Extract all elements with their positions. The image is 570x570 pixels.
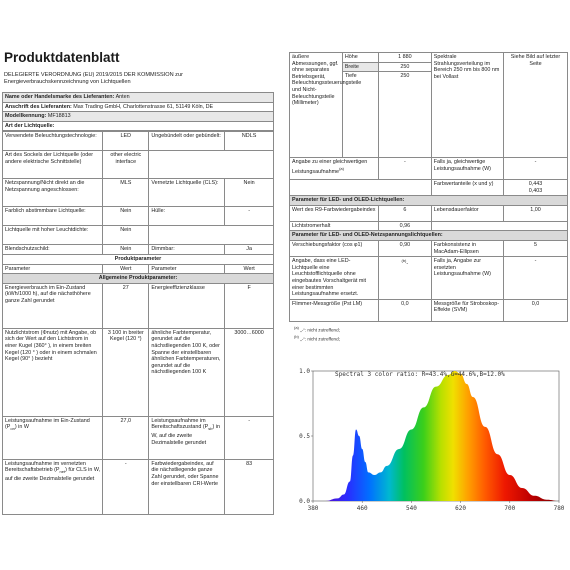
net-standby-sub: net: [59, 469, 66, 475]
r9-label: Wert des R9-Farbwiedergabeindex: [290, 205, 379, 221]
left-column: [2, 92, 274, 515]
footnotes: [294, 325, 340, 343]
cri-value: 83: [225, 459, 274, 514]
cri-label: Farbwiedergabeindex, auf die nächstliegende ganze Zahl gerundet, oder Spanne der einstellbaren CRI-Werte: [149, 459, 225, 514]
undirected-value: NDLS: [225, 132, 274, 151]
empty-cell: [431, 221, 567, 231]
tunable-label: Farblich abstimmbare Lichtquelle:: [3, 207, 103, 226]
width-value: 250: [378, 62, 431, 72]
equiv-w-value: -: [504, 158, 568, 180]
equiv-text: Angabe zu einer gleichwertigen Leistungsaufnahme: [292, 159, 368, 175]
y-tick-label: 0.5: [299, 433, 310, 440]
supplier-table: [2, 92, 274, 131]
page-title: Produktdatenblatt: [4, 50, 120, 65]
model-row: [3, 112, 274, 122]
spectrum-area: [313, 371, 559, 501]
spectrum-chart: [297, 363, 565, 515]
equiv-label: [290, 158, 379, 180]
net-standby-text: Leistungsaufnahme im vernetzten Bereitschaftsbetrieb (P: [5, 460, 86, 474]
svm-label: Messgröße für Stroboskop-Effekte (SVM): [431, 299, 503, 321]
net-standby-text-end: ) für CLS in W, auf die zweite Dezimalstelle gerundet: [5, 467, 101, 483]
chroma-y: 0,403: [528, 187, 543, 194]
spectral-label: Spektrale Strahlungsverteilung im Bereich 250 nm bis 800 nm bei Vollast: [431, 53, 503, 158]
claim-text: Angabe, dass eine LED-Lichtquelle eine Leuchtstofflichtquelle ohne eingebautes Vorschaltgerät mit einer bestimmten Leistungsaufnahme ersetzt.: [292, 258, 367, 298]
right-column: [289, 52, 568, 322]
general-params-header: Allgemeine Produktparameter:: [3, 274, 274, 284]
claim-value: [378, 257, 431, 300]
supplier-name-value: Anten: [115, 94, 130, 100]
supplier-name-row: [3, 93, 274, 103]
footnote: [294, 334, 340, 343]
x-tick-label: 380: [307, 505, 319, 512]
socket-label: Art des Sockels der Lichtquelle (oder andere elektrische Schnittstelle): [3, 151, 103, 179]
tech-value: LED: [103, 132, 149, 151]
life-value: 1,00: [504, 205, 568, 221]
x-tick-label: 620: [455, 505, 467, 512]
chroma-values: [504, 180, 568, 196]
networked-value: Nein: [225, 179, 274, 207]
standby-power-sub: sb: [208, 426, 213, 432]
dimmable-value: Ja: [225, 245, 274, 255]
on-power-label: [3, 416, 103, 459]
footnote-text: „-“: nicht zutreffend;: [300, 336, 340, 342]
standby-power-text-end: ) in W, auf die zweite Dezimalstelle gerundet: [151, 424, 220, 446]
empty-cell: [290, 180, 432, 196]
energy-consumption-value: 27: [103, 283, 149, 328]
x-tick-label: 540: [405, 505, 417, 512]
energy-consumption-label: Energieverbrauch im Ein-Zustand (kWh/1000 h), auf die nächsthöhere ganze Zahl gerundet: [3, 283, 103, 328]
pf-value: 0,90: [378, 240, 431, 256]
on-power-text: Leistungsaufnahme im Ein-Zustand (P: [5, 417, 90, 431]
equiv-value: -: [378, 158, 431, 180]
supplier-name-label: Name oder Handelsmarke des Lieferanten:: [5, 94, 115, 100]
lightsource-type-header: Art der Lichtquelle:: [3, 121, 274, 131]
y-tick-label: 1.0: [299, 368, 310, 375]
life-label: Lebensdauerfaktor: [431, 205, 503, 221]
flicker-value: 0,0: [378, 299, 431, 321]
x-tick-label: 780: [553, 505, 565, 512]
x-tick-label: 460: [356, 505, 368, 512]
socket-value: other electric interface: [103, 151, 149, 179]
undirected-label: Ungebündelt oder gebündelt:: [149, 132, 225, 151]
footnote-marker: (b): [294, 333, 299, 339]
depth-label: Tiefe: [342, 72, 378, 158]
empty-cell: [149, 151, 274, 179]
spectrum-svg: [297, 363, 565, 515]
x-tick-label: 700: [504, 505, 516, 512]
macadam-value: 5: [504, 240, 568, 256]
standby-power-value: -: [225, 416, 274, 459]
supplier-address-value: Max Trading GmbH, Charlottenstrasse 61, 51149 Köln, DE: [73, 103, 214, 110]
cct-value: 3000…6000: [225, 328, 274, 416]
depth-value: 250: [378, 72, 431, 158]
height-label: Höhe: [342, 53, 378, 63]
supplier-address-label: Anschrift des Lieferanten:: [5, 103, 72, 110]
col-header: Wert: [225, 264, 274, 274]
pf-label: Verschiebungsfaktor (cos φ1): [290, 240, 379, 256]
product-params-header: Produktparameter: [3, 254, 274, 264]
lightsource-type-table: [2, 131, 274, 514]
r9-value: 6: [378, 205, 431, 221]
footnote: [294, 325, 340, 334]
col-header: Parameter: [149, 264, 225, 274]
on-power-value: 27,0: [103, 416, 149, 459]
intro-line: Energieverbrauchskennzeichnung von Lichtquellen: [4, 79, 131, 85]
width-label: Breite: [342, 62, 378, 72]
luminous-flux-label: Nutzlichtstrom (Φnutz) mit Angabe, ob sich der Wert auf den Lichtstrom in einer Kugel (360° ), in einem breiten Kegel (120 ° ) oder in einem schmalen Kegel (90° ) bezieht: [3, 328, 103, 416]
regulation-intro: [4, 72, 272, 86]
claim-sup: (b): [401, 258, 407, 264]
claim-w-value: -: [504, 257, 568, 300]
tech-label: Verwendete Beleuchtungstechnologie:: [3, 132, 103, 151]
dimensions-table: [289, 52, 568, 322]
glare-label: Blendschutzschild:: [3, 245, 103, 255]
spectral-value: Siehe Bild auf letzter Seite: [504, 53, 568, 158]
intro-line: DELEGIERTE VERORDNUNG (EU) 2019/2015 DER KOMMISSION zur: [4, 72, 183, 78]
empty-cell: [149, 226, 274, 245]
net-standby-value: -: [103, 459, 149, 514]
hl-label: Lichtquelle mit hoher Leuchtdichte:: [3, 226, 103, 245]
macadam-label: Farbkonsistenz in MacAdam-Ellipsen: [431, 240, 503, 256]
mains-value: MLS: [103, 179, 149, 207]
svm-value: 0,0: [504, 299, 568, 321]
hl-value: Nein: [103, 226, 149, 245]
footnote-marker: (a): [294, 325, 299, 330]
standby-power-label: [149, 416, 225, 459]
on-power-text-end: ) in W: [14, 424, 29, 431]
model-label: Modellkennung:: [5, 113, 47, 120]
chroma-label: Farbwertanteile (x und y): [431, 180, 503, 196]
equiv-w-label: Falls ja, gleichwertige Leistungsaufnahme (W): [431, 158, 503, 180]
tunable-value: Nein: [103, 207, 149, 226]
chroma-x: 0,443: [528, 181, 543, 187]
standby-power-text: Leistungsaufnahme im Bereitschaftszustand (P: [151, 417, 209, 431]
maint-label: Lichtstromerhalt: [290, 221, 379, 231]
networked-label: Vernetzte Lichtquelle (CLS):: [149, 179, 225, 207]
claim-value-text: -: [406, 260, 409, 267]
y-tick-label: 0.0: [299, 498, 310, 505]
cct-label: ähnliche Farbtemperatur, gerundet auf die nächstliegenden 100 K, oder Spanne der einstellbaren ähnlichen Farbtemperaturen, gerundet auf die nächstliegenden 100 K: [149, 328, 225, 416]
mains-label: Netzspannung/Nicht direkt an die Netzspannung angeschlossen:: [3, 179, 103, 207]
dims-label: äußere Abmessungen, ggf. ohne separates Betriebsgerät, Beleuchtungssteuerungsteile und Nicht-Beleuchtungsteile (Millimeter): [290, 53, 343, 158]
envelope-label: Hülle:: [149, 207, 225, 226]
claim-w-label: Falls ja, Angabe zur ersetzten Leistungsaufnahme (W): [431, 257, 503, 300]
supplier-address-row: [3, 102, 274, 112]
dimmable-label: Dimmbar:: [149, 245, 225, 255]
col-header: Wert: [103, 264, 149, 274]
flicker-label: Flimmer-Messgröße (Pst LM): [290, 299, 379, 321]
maint-value: 0,96: [378, 221, 431, 231]
height-value: 1 880: [378, 53, 431, 63]
mains-params-header: Parameter für LED- und OLED-Netzspannungslichtquellen:: [290, 231, 568, 241]
envelope-value: -: [225, 207, 274, 226]
on-power-sub: on: [10, 426, 15, 432]
led-params-header: Parameter für LED- und OLED-Lichtquellen:: [290, 196, 568, 206]
glare-value: Nein: [103, 245, 149, 255]
energy-class-label: Energieeffizienzklasse: [149, 283, 225, 328]
model-value: MF18813: [47, 113, 71, 120]
chart-title: Spectral 3 color ratio: R=43.4%,G=44.6%,B=12.0%: [335, 371, 505, 378]
claim-label: [290, 257, 379, 300]
net-standby-label: [3, 459, 103, 514]
energy-class-value: F: [225, 283, 274, 328]
footnote-text: „-“: nicht zutreffend;: [300, 327, 340, 333]
equiv-sup: (a): [339, 165, 344, 171]
luminous-flux-value: 3 100 in breiter Kegel (120 °): [103, 328, 149, 416]
col-header: Parameter: [3, 264, 103, 274]
